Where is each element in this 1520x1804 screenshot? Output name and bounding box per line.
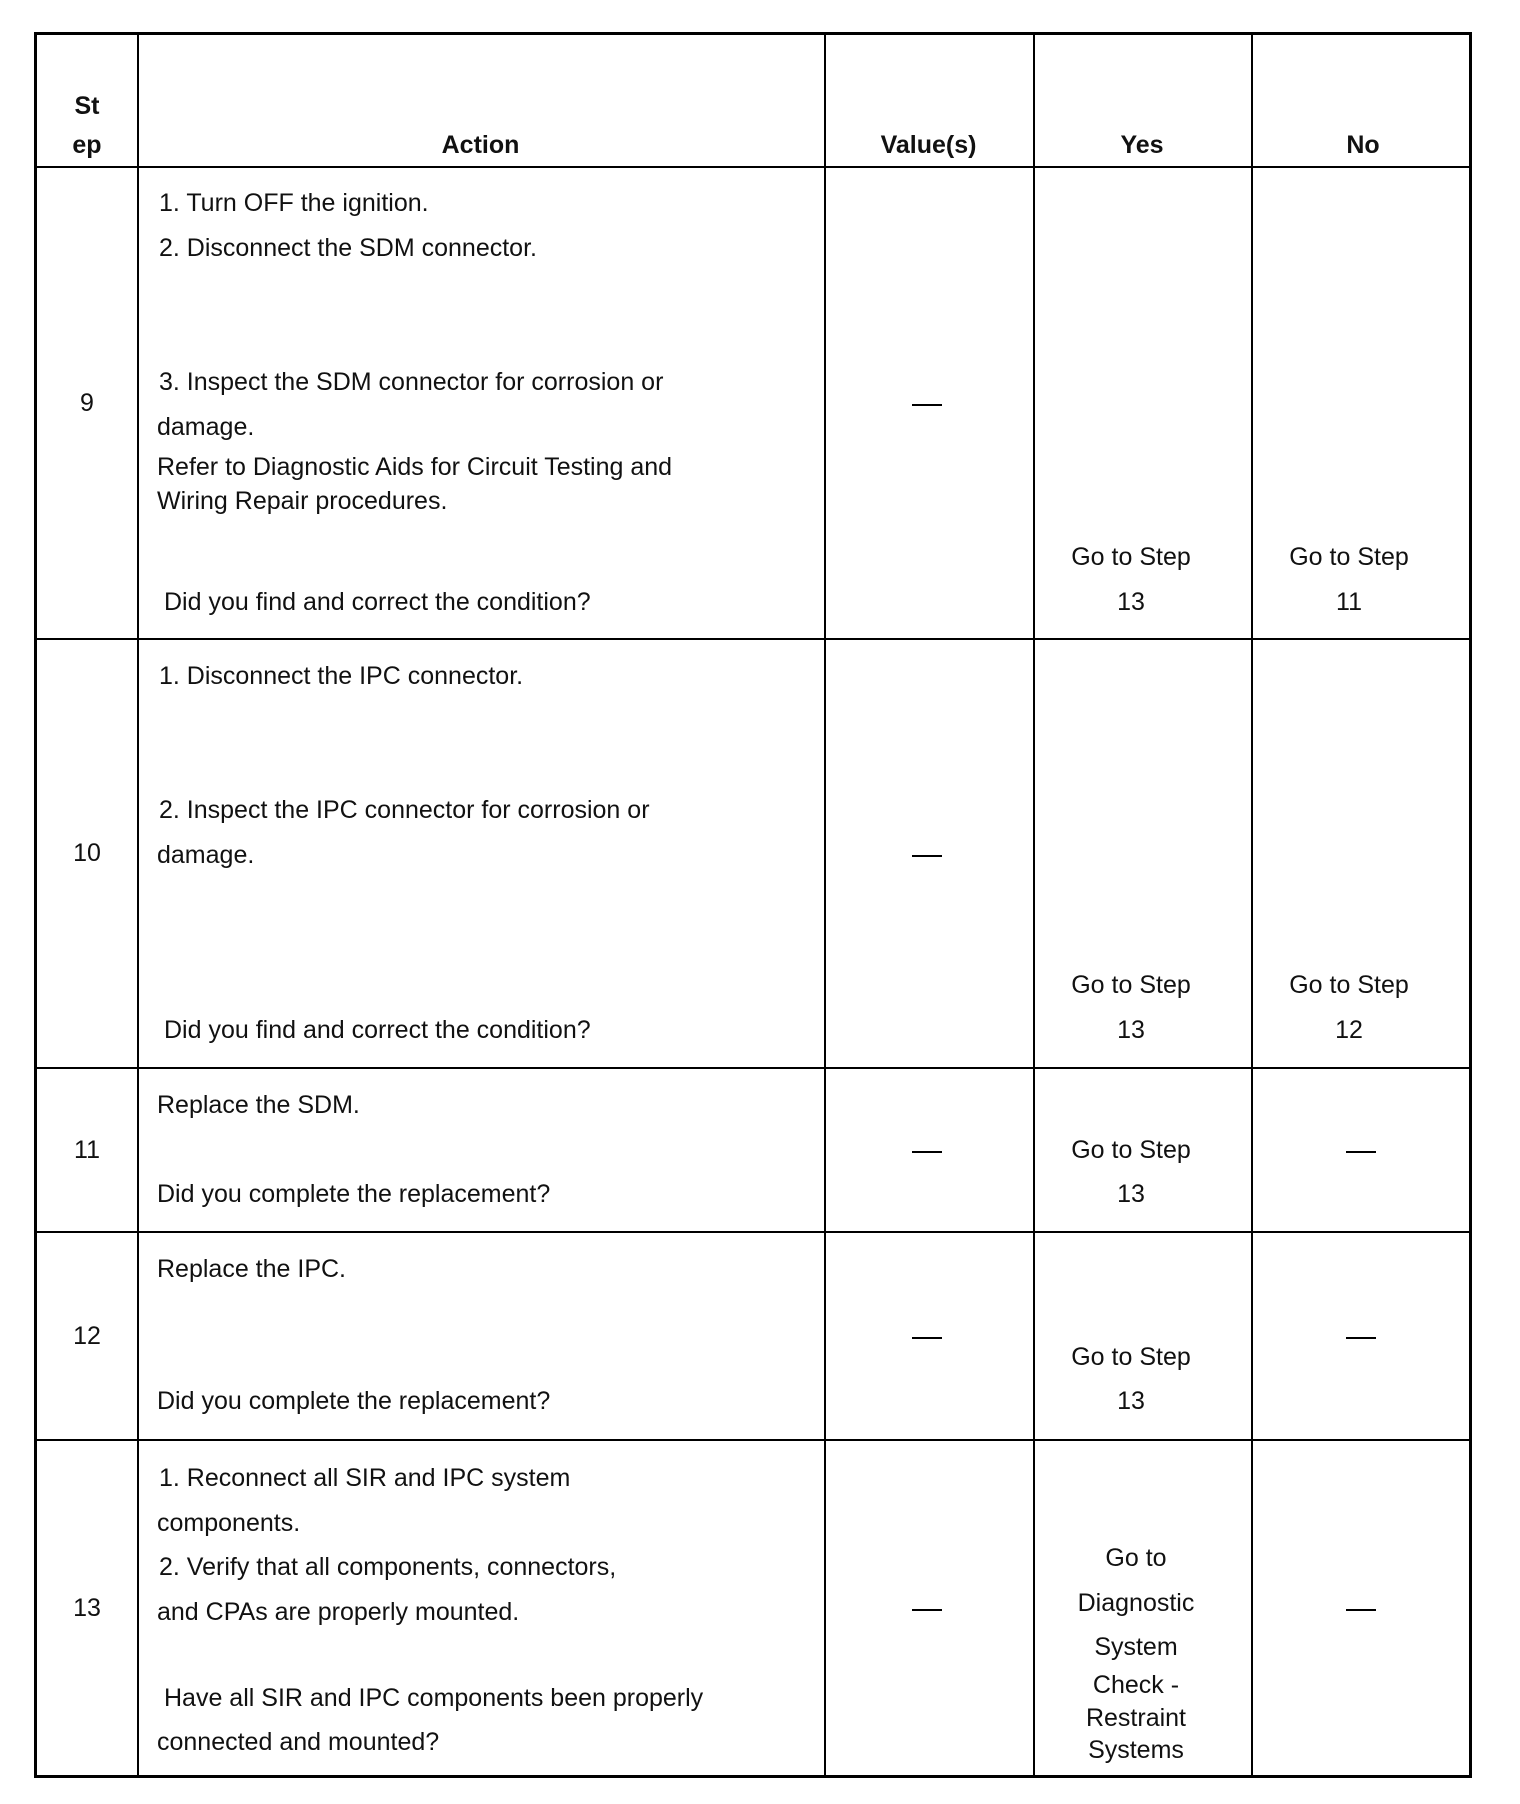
action-text: 1. Reconnect all SIR and IPC system	[159, 1464, 571, 1492]
no-value-dash	[912, 1337, 942, 1339]
yes-text: Go to	[1105, 1544, 1167, 1572]
column-divider	[137, 35, 139, 1775]
action-text: 3. Inspect the SDM connector for corrosion or	[159, 368, 664, 396]
action-text: components.	[157, 1509, 301, 1537]
diagnostic-table	[34, 32, 1472, 1778]
header-yes: Yes	[1120, 131, 1164, 159]
action-question: Did you find and correct the condition?	[164, 1016, 591, 1044]
action-text: 2. Inspect the IPC connector for corrosion or	[159, 796, 650, 824]
header-step-line1: St	[74, 92, 100, 120]
action-text: 2. Disconnect the SDM connector.	[159, 234, 537, 262]
action-text: Replace the SDM.	[157, 1091, 360, 1119]
no-value-dash	[912, 1151, 942, 1153]
yes-text: 13	[1117, 1387, 1145, 1415]
action-text: 1. Disconnect the IPC connector.	[159, 662, 524, 690]
column-divider	[1251, 35, 1253, 1775]
header-no: No	[1346, 131, 1380, 159]
row-divider	[37, 166, 1469, 168]
action-text: 2. Verify that all components, connectors,	[159, 1553, 617, 1581]
header-step-line2: ep	[72, 131, 102, 159]
header-values: Value(s)	[880, 131, 977, 159]
action-text: damage.	[157, 841, 255, 869]
step-number: 13	[73, 1594, 101, 1622]
step-number: 10	[73, 839, 101, 867]
row-divider	[37, 638, 1469, 640]
action-question: Did you complete the replacement?	[157, 1387, 551, 1415]
no-value-dash	[1346, 1151, 1376, 1153]
row-divider	[37, 1439, 1469, 1441]
action-text: damage.	[157, 413, 255, 441]
no-text: 12	[1335, 1016, 1363, 1044]
action-question: Did you complete the replacement?	[157, 1180, 551, 1208]
yes-text: Go to Step	[1071, 1343, 1191, 1371]
action-text: and CPAs are properly mounted.	[157, 1598, 520, 1626]
yes-text: 13	[1117, 1180, 1145, 1208]
yes-text: Restraint	[1085, 1704, 1187, 1732]
no-value-dash	[912, 855, 942, 857]
yes-text: Go to Step	[1071, 971, 1191, 999]
no-value-dash	[912, 404, 942, 406]
yes-text: System	[1094, 1633, 1178, 1661]
yes-text: Diagnostic	[1077, 1589, 1195, 1617]
action-question: Have all SIR and IPC components been properly	[164, 1684, 704, 1712]
yes-text: 13	[1117, 588, 1145, 616]
row-divider	[37, 1067, 1469, 1069]
no-text: Go to Step	[1289, 971, 1409, 999]
header-action: Action	[441, 131, 520, 159]
action-question: Did you find and correct the condition?	[164, 588, 591, 616]
action-question: connected and mounted?	[157, 1728, 440, 1756]
no-value-dash	[1346, 1609, 1376, 1611]
action-text: Refer to Diagnostic Aids for Circuit Testing and	[157, 453, 673, 481]
step-number: 11	[74, 1136, 100, 1164]
row-divider	[37, 1231, 1469, 1233]
no-value-dash	[912, 1609, 942, 1611]
step-number: 12	[73, 1322, 101, 1350]
no-text: Go to Step	[1289, 543, 1409, 571]
action-text: 1. Turn OFF the ignition.	[159, 189, 429, 217]
column-divider	[1033, 35, 1035, 1775]
no-value-dash	[1346, 1337, 1376, 1339]
no-text: 11	[1336, 588, 1362, 616]
action-text: Wiring Repair procedures.	[157, 487, 448, 515]
step-number: 9	[80, 389, 94, 417]
column-divider	[824, 35, 826, 1775]
yes-text: Go to Step	[1071, 543, 1191, 571]
yes-text: Check -	[1092, 1671, 1180, 1699]
yes-text: Go to Step	[1071, 1136, 1191, 1164]
yes-text: 13	[1117, 1016, 1145, 1044]
yes-text: Systems	[1088, 1736, 1184, 1764]
action-text: Replace the IPC.	[157, 1255, 346, 1283]
